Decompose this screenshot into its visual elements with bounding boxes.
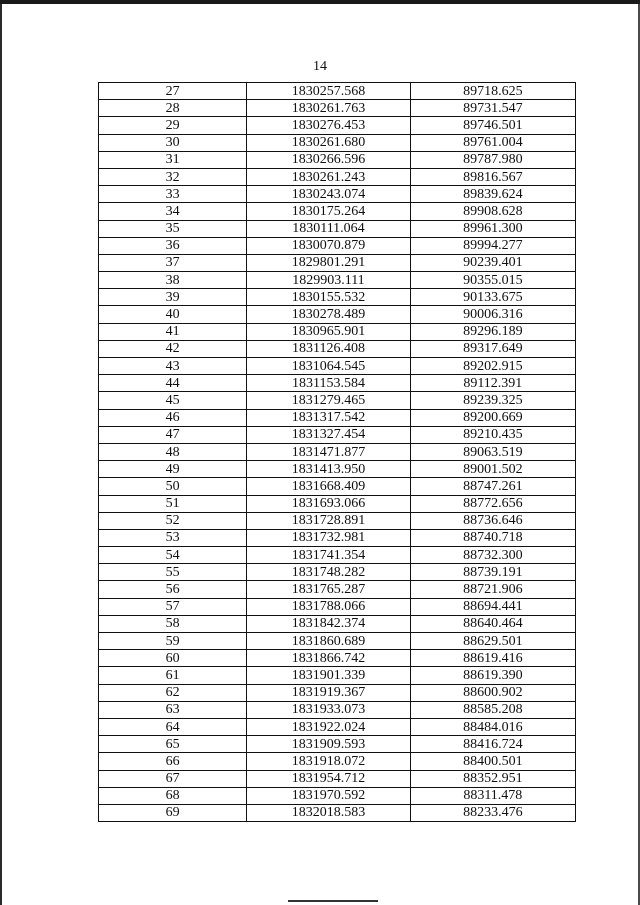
x-coordinate-cell: 1831748.282 [247, 564, 410, 581]
x-coordinate-cell: 1831279.465 [247, 392, 410, 409]
coordinates-table [98, 82, 576, 822]
point-number-cell: 43 [99, 358, 247, 375]
x-coordinate-cell: 1830261.243 [247, 168, 410, 185]
y-coordinate-cell: 90133.675 [410, 289, 575, 306]
y-coordinate-cell: 88416.724 [410, 736, 575, 753]
table-row [99, 340, 576, 357]
table-row [99, 358, 576, 375]
table-row [99, 667, 576, 684]
y-coordinate-cell: 89731.547 [410, 100, 575, 117]
x-coordinate-cell: 1831732.981 [247, 529, 410, 546]
y-coordinate-cell: 89317.649 [410, 340, 575, 357]
y-coordinate-cell: 89200.669 [410, 409, 575, 426]
x-coordinate-cell: 1831765.287 [247, 581, 410, 598]
table-row [99, 100, 576, 117]
x-coordinate-cell: 1831866.742 [247, 650, 410, 667]
x-coordinate-cell: 1831954.712 [247, 770, 410, 787]
table-row [99, 529, 576, 546]
point-number-cell: 62 [99, 684, 247, 701]
table-row [99, 495, 576, 512]
y-coordinate-cell: 89816.567 [410, 168, 575, 185]
point-number-cell: 48 [99, 443, 247, 460]
point-number-cell: 65 [99, 736, 247, 753]
y-coordinate-cell: 89961.300 [410, 220, 575, 237]
point-number-cell: 27 [99, 83, 247, 100]
point-number-cell: 59 [99, 633, 247, 650]
point-number-cell: 54 [99, 547, 247, 564]
y-coordinate-cell: 88732.300 [410, 547, 575, 564]
x-coordinate-cell: 1831918.072 [247, 753, 410, 770]
y-coordinate-cell: 90355.015 [410, 272, 575, 289]
x-coordinate-cell: 1830278.489 [247, 306, 410, 323]
table-row [99, 117, 576, 134]
table-row [99, 547, 576, 564]
y-coordinate-cell: 89994.277 [410, 237, 575, 254]
y-coordinate-cell: 88352.951 [410, 770, 575, 787]
point-number-cell: 51 [99, 495, 247, 512]
table-row [99, 186, 576, 203]
x-coordinate-cell: 1831064.545 [247, 358, 410, 375]
point-number-cell: 31 [99, 151, 247, 168]
table-row [99, 615, 576, 632]
scan-left-border [0, 4, 2, 905]
table-row [99, 375, 576, 392]
y-coordinate-cell: 89202.915 [410, 358, 575, 375]
table-row [99, 151, 576, 168]
point-number-cell: 58 [99, 615, 247, 632]
x-coordinate-cell: 1830257.568 [247, 83, 410, 100]
y-coordinate-cell: 88736.646 [410, 512, 575, 529]
y-coordinate-cell: 89839.624 [410, 186, 575, 203]
table-row [99, 443, 576, 460]
x-coordinate-cell: 1832018.583 [247, 804, 410, 821]
point-number-cell: 30 [99, 134, 247, 151]
table-row [99, 272, 576, 289]
x-coordinate-cell: 1831317.542 [247, 409, 410, 426]
point-number-cell: 68 [99, 787, 247, 804]
point-number-cell: 64 [99, 718, 247, 735]
y-coordinate-cell: 88619.416 [410, 650, 575, 667]
x-coordinate-cell: 1831126.408 [247, 340, 410, 357]
y-coordinate-cell: 89210.435 [410, 426, 575, 443]
table-row [99, 701, 576, 718]
point-number-cell: 36 [99, 237, 247, 254]
point-number-cell: 61 [99, 667, 247, 684]
table-row [99, 220, 576, 237]
table-row [99, 718, 576, 735]
x-coordinate-cell: 1830965.901 [247, 323, 410, 340]
y-coordinate-cell: 89718.625 [410, 83, 575, 100]
x-coordinate-cell: 1831471.877 [247, 443, 410, 460]
y-coordinate-cell: 89787.980 [410, 151, 575, 168]
point-number-cell: 57 [99, 598, 247, 615]
point-number-cell: 63 [99, 701, 247, 718]
point-number-cell: 45 [99, 392, 247, 409]
table-row [99, 237, 576, 254]
point-number-cell: 41 [99, 323, 247, 340]
table-row [99, 134, 576, 151]
x-coordinate-cell: 1831693.066 [247, 495, 410, 512]
x-coordinate-cell: 1831741.354 [247, 547, 410, 564]
point-number-cell: 33 [99, 186, 247, 203]
x-coordinate-cell: 1829801.291 [247, 254, 410, 271]
point-number-cell: 60 [99, 650, 247, 667]
table-row [99, 684, 576, 701]
point-number-cell: 47 [99, 426, 247, 443]
y-coordinate-cell: 88694.441 [410, 598, 575, 615]
y-coordinate-cell: 88629.501 [410, 633, 575, 650]
y-coordinate-cell: 88721.906 [410, 581, 575, 598]
table-row [99, 512, 576, 529]
point-number-cell: 56 [99, 581, 247, 598]
point-number-cell: 67 [99, 770, 247, 787]
x-coordinate-cell: 1830111.064 [247, 220, 410, 237]
table-row [99, 787, 576, 804]
x-coordinate-cell: 1830175.264 [247, 203, 410, 220]
y-coordinate-cell: 88619.390 [410, 667, 575, 684]
point-number-cell: 53 [99, 529, 247, 546]
y-coordinate-cell: 88311.478 [410, 787, 575, 804]
table-row [99, 461, 576, 478]
y-coordinate-cell: 89746.501 [410, 117, 575, 134]
x-coordinate-cell: 1831919.367 [247, 684, 410, 701]
y-coordinate-cell: 89001.502 [410, 461, 575, 478]
point-number-cell: 37 [99, 254, 247, 271]
x-coordinate-cell: 1831901.339 [247, 667, 410, 684]
table-row [99, 203, 576, 220]
x-coordinate-cell: 1831788.066 [247, 598, 410, 615]
table-row [99, 770, 576, 787]
point-number-cell: 52 [99, 512, 247, 529]
point-number-cell: 38 [99, 272, 247, 289]
x-coordinate-cell: 1831933.073 [247, 701, 410, 718]
y-coordinate-cell: 89112.391 [410, 375, 575, 392]
point-number-cell: 50 [99, 478, 247, 495]
y-coordinate-cell: 88484.016 [410, 718, 575, 735]
x-coordinate-cell: 1831327.454 [247, 426, 410, 443]
x-coordinate-cell: 1831970.592 [247, 787, 410, 804]
x-coordinate-cell: 1831668.409 [247, 478, 410, 495]
table-row [99, 306, 576, 323]
point-number-cell: 34 [99, 203, 247, 220]
x-coordinate-cell: 1830266.596 [247, 151, 410, 168]
y-coordinate-cell: 89761.004 [410, 134, 575, 151]
y-coordinate-cell: 89908.628 [410, 203, 575, 220]
x-coordinate-cell: 1830155.532 [247, 289, 410, 306]
x-coordinate-cell: 1829903.111 [247, 272, 410, 289]
x-coordinate-cell: 1831842.374 [247, 615, 410, 632]
table-row [99, 650, 576, 667]
point-number-cell: 55 [99, 564, 247, 581]
y-coordinate-cell: 88233.476 [410, 804, 575, 821]
point-number-cell: 39 [99, 289, 247, 306]
scan-bottom-mark [288, 900, 378, 902]
y-coordinate-cell: 88400.501 [410, 753, 575, 770]
x-coordinate-cell: 1831922.024 [247, 718, 410, 735]
table-row [99, 598, 576, 615]
point-number-cell: 49 [99, 461, 247, 478]
table-row [99, 168, 576, 185]
point-number-cell: 42 [99, 340, 247, 357]
point-number-cell: 46 [99, 409, 247, 426]
point-number-cell: 35 [99, 220, 247, 237]
y-coordinate-cell: 88739.191 [410, 564, 575, 581]
table-row [99, 83, 576, 100]
x-coordinate-cell: 1831413.950 [247, 461, 410, 478]
x-coordinate-cell: 1831153.584 [247, 375, 410, 392]
y-coordinate-cell: 90239.401 [410, 254, 575, 271]
point-number-cell: 66 [99, 753, 247, 770]
point-number-cell: 28 [99, 100, 247, 117]
point-number-cell: 32 [99, 168, 247, 185]
page-number: 14 [313, 59, 327, 74]
x-coordinate-cell: 1830261.680 [247, 134, 410, 151]
y-coordinate-cell: 88772.656 [410, 495, 575, 512]
table-row [99, 392, 576, 409]
y-coordinate-cell: 89296.189 [410, 323, 575, 340]
x-coordinate-cell: 1831909.593 [247, 736, 410, 753]
y-coordinate-cell: 88747.261 [410, 478, 575, 495]
y-coordinate-cell: 88600.902 [410, 684, 575, 701]
x-coordinate-cell: 1830276.453 [247, 117, 410, 134]
y-coordinate-cell: 88640.464 [410, 615, 575, 632]
y-coordinate-cell: 90006.316 [410, 306, 575, 323]
table-row [99, 426, 576, 443]
coordinates-table-body [99, 83, 576, 822]
table-row [99, 289, 576, 306]
x-coordinate-cell: 1831860.689 [247, 633, 410, 650]
x-coordinate-cell: 1830070.879 [247, 237, 410, 254]
point-number-cell: 69 [99, 804, 247, 821]
x-coordinate-cell: 1831728.891 [247, 512, 410, 529]
table-row [99, 409, 576, 426]
x-coordinate-cell: 1830261.763 [247, 100, 410, 117]
table-row [99, 323, 576, 340]
table-row [99, 581, 576, 598]
y-coordinate-cell: 89063.519 [410, 443, 575, 460]
table-row [99, 254, 576, 271]
scan-top-border [0, 0, 640, 4]
table-row [99, 478, 576, 495]
y-coordinate-cell: 89239.325 [410, 392, 575, 409]
table-row [99, 564, 576, 581]
table-row [99, 633, 576, 650]
x-coordinate-cell: 1830243.074 [247, 186, 410, 203]
point-number-cell: 29 [99, 117, 247, 134]
table-row [99, 736, 576, 753]
table-row [99, 753, 576, 770]
y-coordinate-cell: 88585.208 [410, 701, 575, 718]
point-number-cell: 40 [99, 306, 247, 323]
point-number-cell: 44 [99, 375, 247, 392]
y-coordinate-cell: 88740.718 [410, 529, 575, 546]
table-row [99, 804, 576, 821]
